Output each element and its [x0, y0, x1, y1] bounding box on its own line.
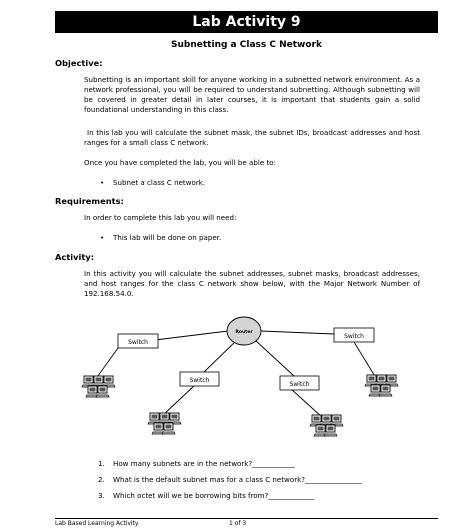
objective-heading: Objective:: [55, 58, 103, 68]
computer-cluster-1: [82, 376, 115, 397]
computer-icon: [385, 375, 398, 386]
question-2: 2. What is the default subnet mas for a class C network?________________: [98, 475, 362, 484]
switch-4: [334, 328, 374, 342]
computer-icon: [330, 415, 343, 426]
activity-paragraph: In this activity you will calculate the subnet addresses, subnet masks, broadcast addresses, and host ranges for the class C network show below, with the Major Network Number of 192.168.54.0.: [84, 269, 420, 298]
switch-2: [180, 372, 219, 386]
footer-rule: [55, 518, 438, 519]
computer-icon: [379, 385, 392, 396]
computer-cluster-2: [148, 413, 181, 434]
footer-left-text: Lab Based Learning Activity: [55, 520, 139, 527]
objective-paragraph-1: Subnetting is an important skill for anyone working in a subnetted network environment. As a network professional, you will be required to understand subnetting. Although subnetting will be covered in greater detail in later courses, it is important that students gain a solid foundational understanding in this class.: [84, 75, 420, 114]
footer-page-number: 1 of 3: [229, 520, 247, 527]
objective-paragraph-2: In this lab you will calculate the subnet mask, the subnet IDs, broadcast addresses and host ranges for a small class C network.: [84, 128, 420, 147]
switch-1: [118, 334, 158, 348]
lab-subtitle: Subnetting a Class C Network: [171, 40, 322, 50]
computer-icon: [96, 386, 109, 397]
requirements-heading: Requirements:: [55, 196, 124, 206]
bullet-dot: •: [100, 233, 105, 242]
router-label: Router: [235, 330, 253, 335]
router: [227, 317, 261, 345]
switch-3: [280, 376, 319, 390]
computer-cluster-3: [310, 415, 343, 436]
question-1: 1. How many subnets are in the network?____________: [98, 459, 295, 468]
computer-icon: [162, 423, 175, 434]
objective-paragraph-3: Once you have completed the lab, you will be able to:: [84, 158, 276, 167]
question-3: 3. Which octet will we be borrowing bits from?_____________: [98, 491, 315, 500]
switch-3-label: Switch: [289, 381, 310, 388]
network-diagram: [80, 312, 410, 444]
computer-icon: [324, 425, 337, 436]
computer-cluster-4: [365, 375, 398, 396]
requirements-paragraph: In order to complete this lab you will need:: [84, 213, 237, 222]
lab-title-bar: [55, 11, 438, 33]
activity-heading: Activity:: [55, 252, 95, 262]
switch-1-label: Switch: [128, 339, 148, 346]
computer-icon: [168, 413, 181, 424]
lab-title: Lab Activity 9: [192, 14, 301, 30]
switch-2-label: Switch: [189, 377, 210, 384]
switch-4-label: Switch: [344, 333, 364, 340]
bullet-dot: •: [100, 178, 105, 187]
computer-icon: [102, 376, 115, 387]
